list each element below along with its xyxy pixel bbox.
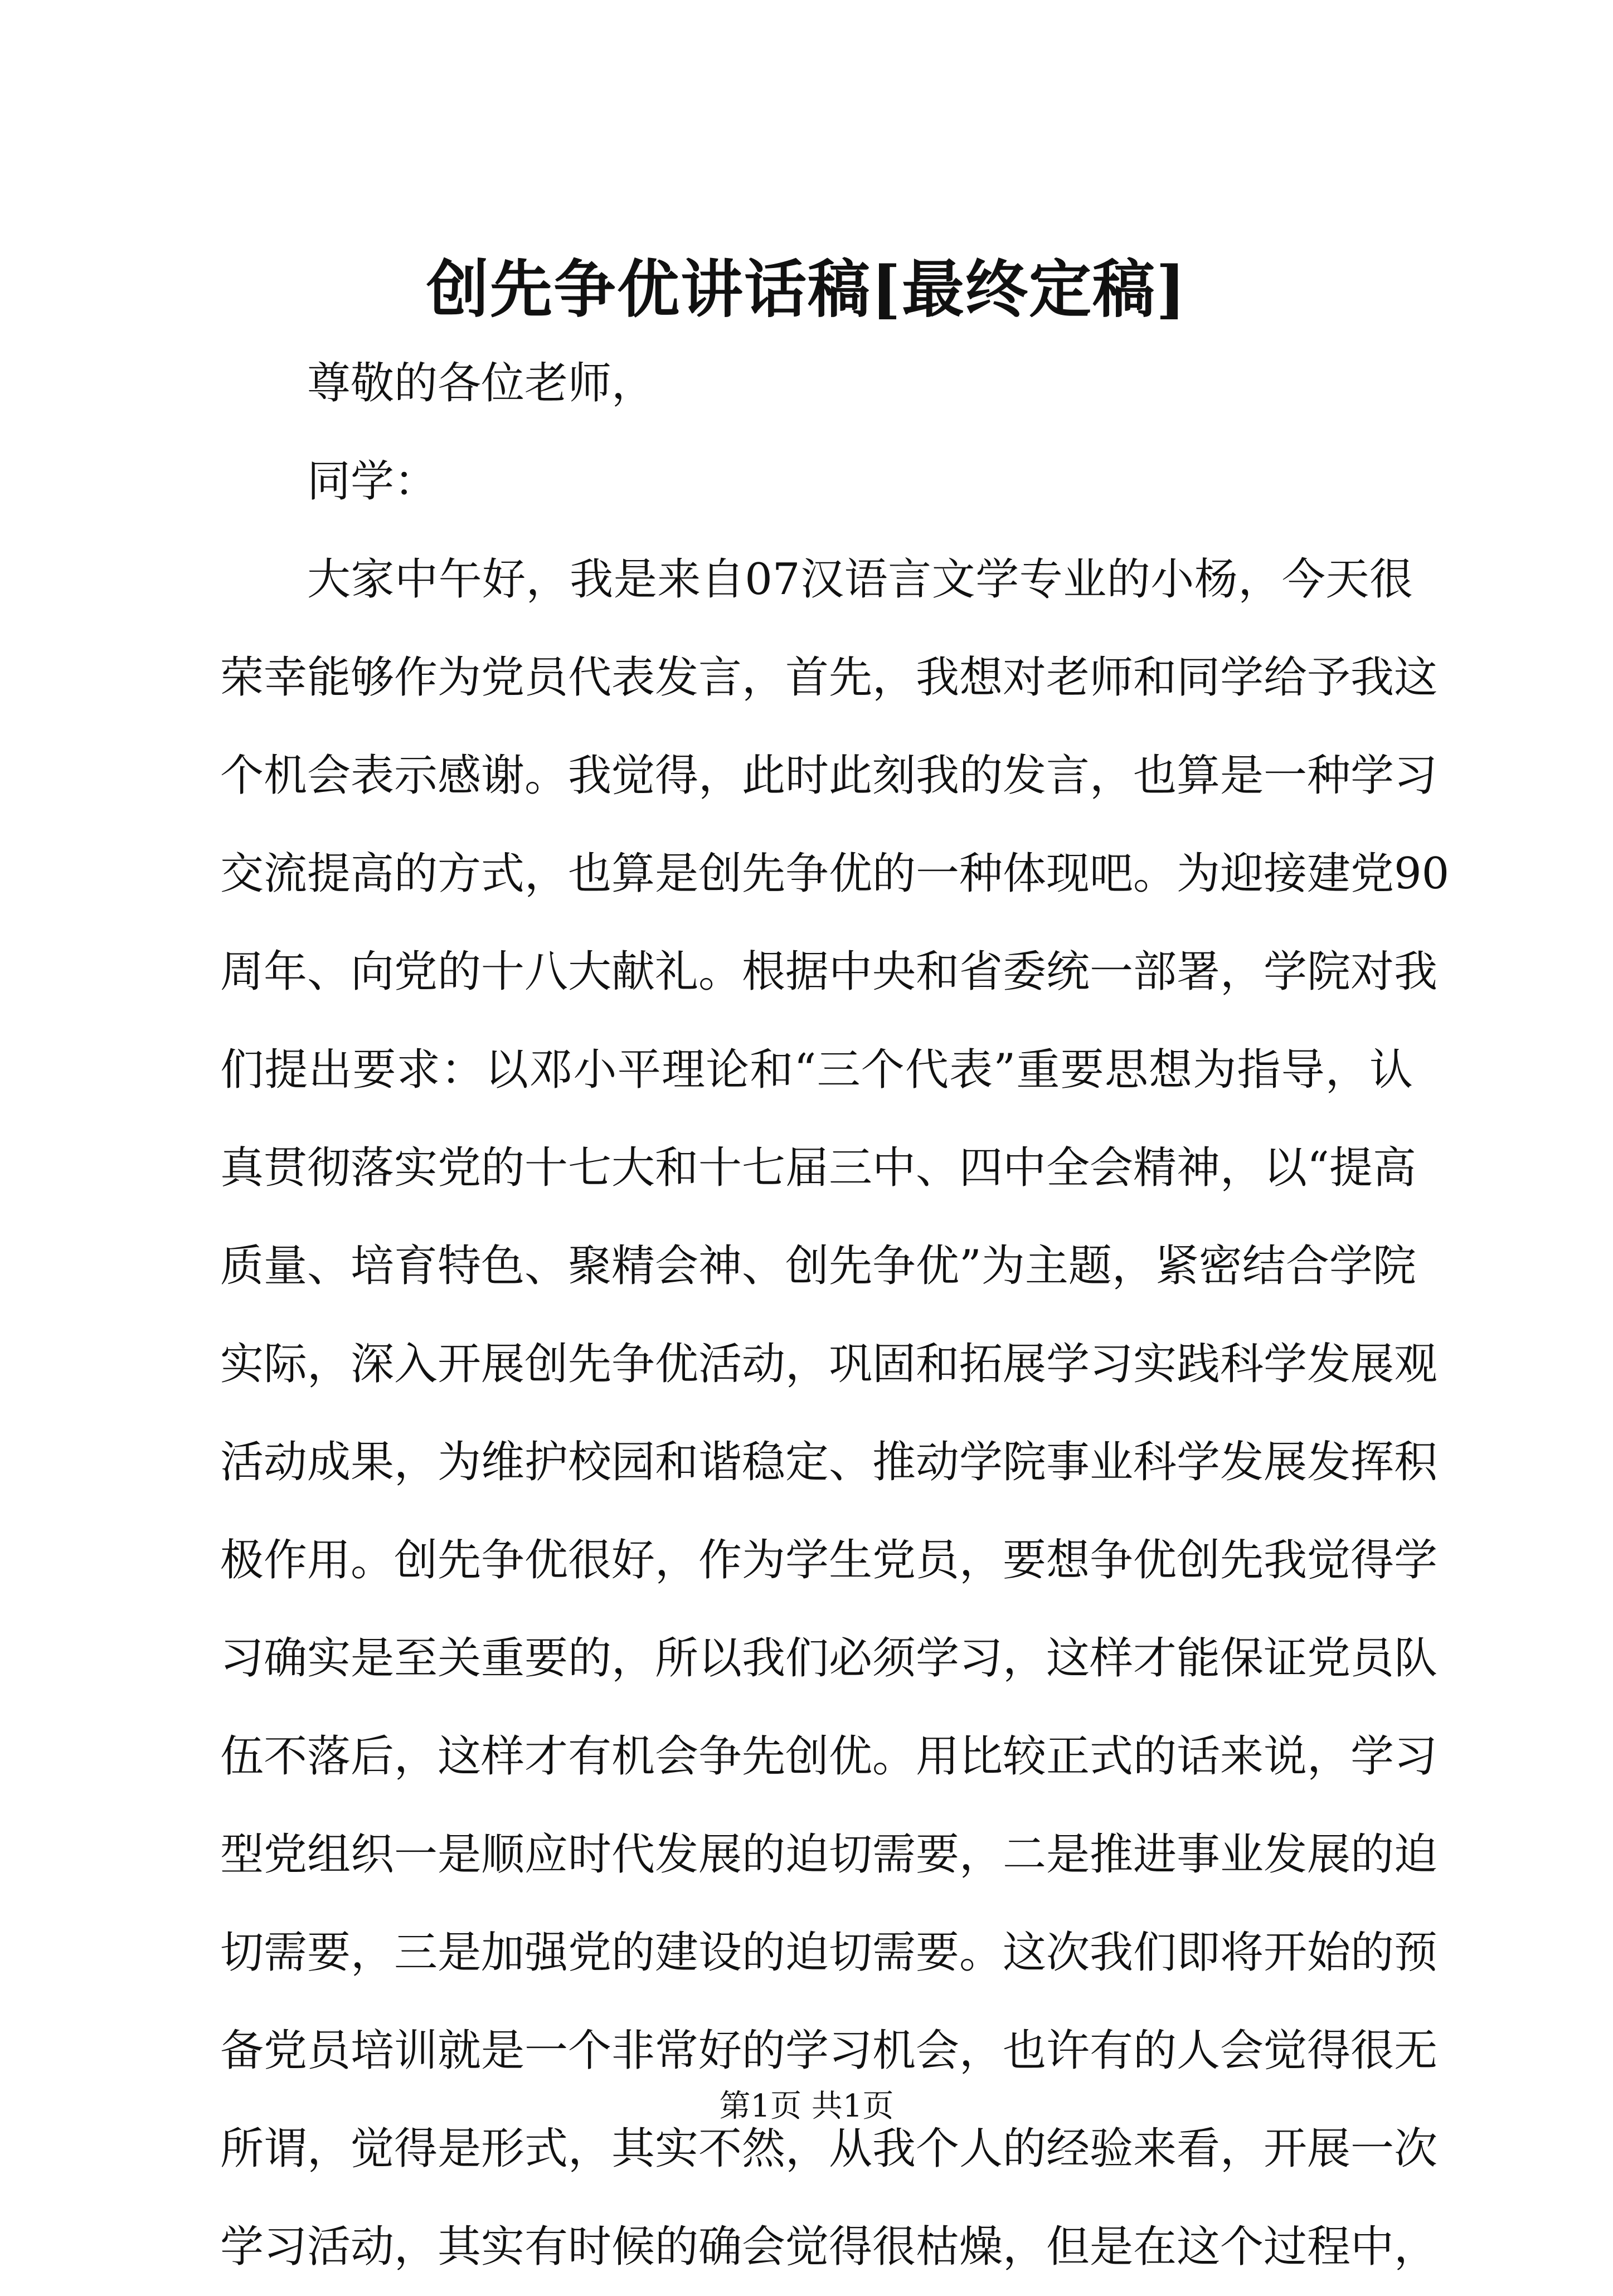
paragraph-line: 所谓，觉得是形式，其实不然，从我个人的经验来看，开展一次 bbox=[220, 2124, 1438, 2174]
page-footer: 第1页 共1页 bbox=[719, 2088, 894, 2124]
paragraph-line: 习确实是至关重要的，所以我们必须学习，这样才能保证党员队 bbox=[220, 1633, 1438, 1684]
paragraph-line: 型党组织一是顺应时代发展的迫切需要，二是推进事业发展的迫 bbox=[220, 1830, 1438, 1880]
document-body bbox=[220, 334, 1450, 2296]
paragraph-line: 交流提高的方式，也算是创先争优的一种体现吧。为迎接建党90 bbox=[220, 849, 1450, 899]
paragraph-line: 极作用。创先争优很好，作为学生党员，要想争优创先我觉得学 bbox=[220, 1535, 1438, 1585]
paragraph-line: 实际，深入开展创先争优活动，巩固和拓展学习实践科学发展观 bbox=[220, 1339, 1438, 1389]
document-title: 创先争优讲话稿[最终定稿] bbox=[426, 253, 1187, 326]
paragraph-line: 个机会表示感谢。我觉得，此时此刻我的发言，也算是一种学习 bbox=[220, 751, 1438, 801]
paragraph-line: 备党员培训就是一个非常好的学习机会，也许有的人会觉得很无 bbox=[220, 2026, 1438, 2076]
paragraph-line: 伍不落后，这样才有机会争先创优。用比较正式的话来说，学习 bbox=[220, 1731, 1438, 1782]
paragraph-line: 荣幸能够作为党员代表发言，首先，我想对老师和同学给予我这 bbox=[220, 653, 1438, 703]
paragraph-line: 大家中午好，我是来自07汉语言文学专业的小杨，今天很 bbox=[307, 554, 1413, 605]
paragraph-line: 周年、向党的十八大献礼。根据中央和省委统一部署，学院对我 bbox=[220, 947, 1438, 997]
paragraph-line: 质量、培育特色、聚精会神、创先争优”为主题，紧密结合学院 bbox=[220, 1241, 1416, 1291]
salutation-line: 同学： bbox=[307, 456, 438, 507]
paragraph-line: 活动成果，为维护校园和谐稳定、推动学院事业科学发展发挥积 bbox=[220, 1437, 1438, 1487]
paragraph-line: 学习活动，其实有时候的确会觉得很枯燥，但是在这个过程中， bbox=[220, 2222, 1438, 2272]
paragraph-line: 们提出要求：以邓小平理论和“三个代表”重要思想为指导，认 bbox=[220, 1045, 1413, 1095]
paragraph-line: 切需要，三是加强党的建设的迫切需要。这次我们即将开始的预 bbox=[220, 1928, 1438, 1978]
salutation-line: 尊敬的各位老师， bbox=[307, 358, 655, 408]
paragraph-line: 真贯彻落实党的十七大和十七届三中、四中全会精神，以“提高 bbox=[220, 1143, 1416, 1193]
